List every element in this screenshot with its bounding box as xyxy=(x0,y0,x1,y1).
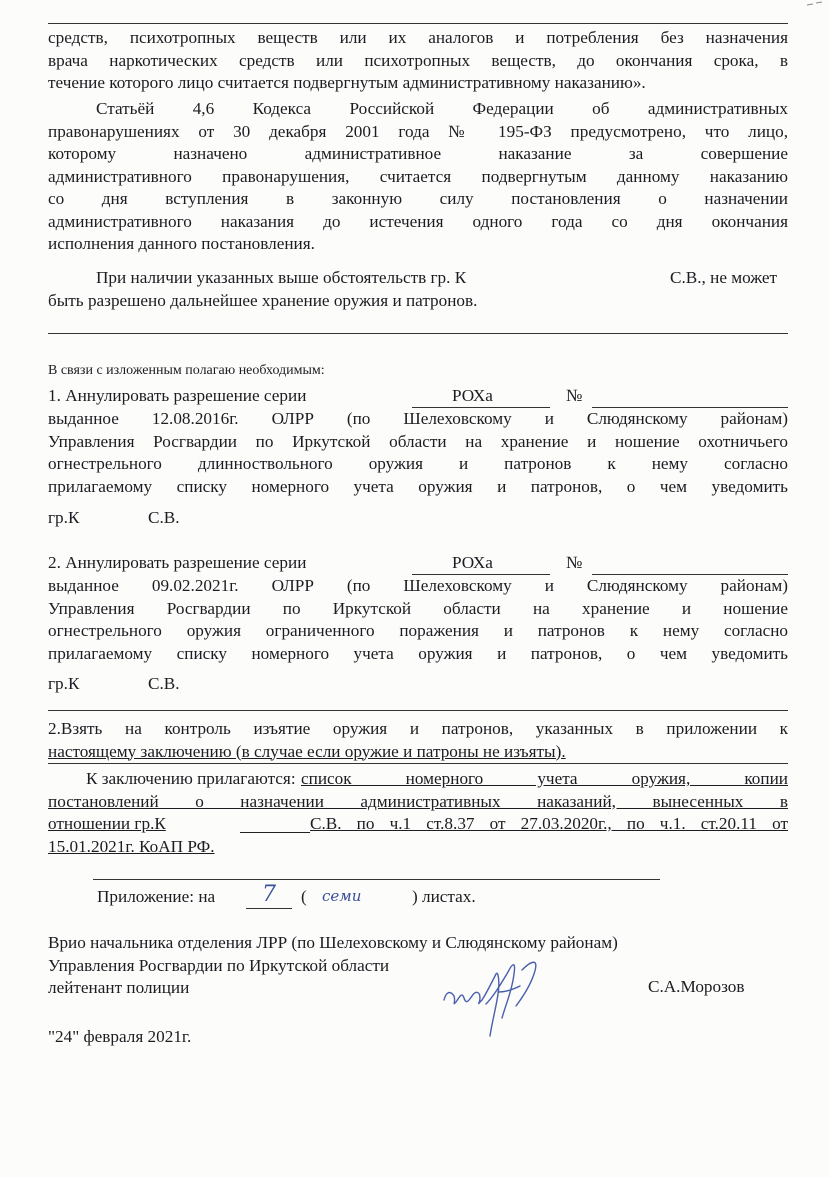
corner-mark xyxy=(806,0,824,8)
item1-person-initials: С.В. xyxy=(148,508,180,527)
text-line: прилагаемому списку номерного учета оружия и патронов, о чем уведомить xyxy=(48,476,788,496)
text-line: правонарушениях от 30 декабря 2001 года № 195-ФЗ предусмотрено, что лицо, xyxy=(48,121,788,141)
appendix-label: Приложение: на xyxy=(97,887,216,906)
text-line: Управления Росгвардии по Иркутской области на хранение и ношение охотничьего xyxy=(48,431,788,451)
attachments-line: С.В. по ч.1 ст.8.37 от 27.03.2020г., по ч.1. ст.20.11 от xyxy=(310,814,788,833)
text-line: огнестрельного оружия ограниченного поражения и патронов к нему согласно xyxy=(48,621,788,640)
text-line: выданное 12.08.2016г. ОЛРР (по Шелеховскому и Слюдянскому районам) xyxy=(48,409,788,428)
signature-image xyxy=(436,952,546,1044)
signatory-title-line: Врио начальника отделения ЛРР (по Шелеховскому и Слюдянскому районам) xyxy=(48,933,618,952)
text-line: которому назначено административное наказание за совершение xyxy=(48,144,788,163)
text-line: быть разрешено дальнейшее хранение оружия и патронов. xyxy=(48,290,478,310)
signatory-title-line: лейтенант полиции xyxy=(48,978,190,997)
text-line: 2.Взять на контроль изъятие оружия и патронов, указанных в приложении к xyxy=(48,719,788,738)
section-divider xyxy=(48,763,788,764)
attachments-line: 15.01.2021г. КоАП РФ. xyxy=(48,836,215,856)
attachments-line: отношении гр.К xyxy=(48,814,166,833)
item2-prefix: 2. Аннулировать разрешение серии xyxy=(48,553,307,572)
item1-person-prefix: гр.К xyxy=(48,508,80,527)
item2-body xyxy=(48,575,788,665)
text-line: огнестрельного длинноствольного оружия и патронов к нему согласно xyxy=(48,454,788,473)
signatory-title-line: Управления Росгвардии по Иркутской области xyxy=(48,955,390,975)
item3-body xyxy=(48,718,788,763)
paragraph-conclusion xyxy=(48,267,788,312)
text-line: прилагаемому списку номерного учета оружия и патронов, о чем уведомить xyxy=(48,643,788,663)
item2-person-prefix: гр.К xyxy=(48,674,80,693)
text-line: С.В., не может xyxy=(670,268,778,287)
text-line: выданное 09.02.2021г. ОЛРР (по Шелеховскому и Слюдянскому районам) xyxy=(48,576,788,595)
decision-intro: В связи с изложенным полагаю необходимым: xyxy=(48,363,325,378)
text-line: Статьёй 4,6 Кодекса Российской Федерации об административных xyxy=(96,99,788,118)
attachments-lead: К заключению прилагаются: xyxy=(86,769,296,788)
attachments-block xyxy=(48,768,788,858)
signatory-name: С.А.Морозов xyxy=(648,977,745,996)
text-line: исполнения данного постановления. xyxy=(48,234,315,253)
text-line: Управления Росгвардии по Иркутской области на хранение и ношение xyxy=(48,598,788,618)
top-divider xyxy=(48,23,788,24)
text-line: течение которого лицо считается подвергнутым административному наказанию». xyxy=(48,73,646,92)
attachments-line: постановлений о назначении административных наказаний, вынесенных в xyxy=(48,791,788,811)
item1-prefix: 1. Аннулировать разрешение серии xyxy=(48,386,307,405)
appendix-top-rule xyxy=(93,879,660,880)
section-divider xyxy=(48,710,788,711)
blank-underline xyxy=(240,813,310,833)
appendix-count-underline xyxy=(246,908,292,909)
item2-person-initials: С.В. xyxy=(148,674,180,693)
text-line: административного правонарушения, считается подвергнутым данному наказанию xyxy=(48,166,788,186)
text-line: административного наказания до истечения одного года со дня окончания xyxy=(48,211,788,231)
item2-series: РОХа xyxy=(452,553,493,572)
text-line: со дня вступления в законную силу постановления о назначении xyxy=(48,189,788,208)
item2-number-sign: № xyxy=(566,553,583,572)
item1-body xyxy=(48,408,788,498)
handwritten-words: семи xyxy=(322,887,362,905)
item1-series: РОХа xyxy=(452,386,493,405)
text-line: средств, психотропных веществ или их аналогов и потребления без назначения xyxy=(48,28,788,47)
section-divider xyxy=(48,333,788,334)
item1-number-sign: № xyxy=(566,386,583,405)
attachments-line: список номерного учета оружия, копии xyxy=(301,769,788,788)
handwritten-count: 7 xyxy=(262,882,276,907)
document-date: "24" февраля 2021г. xyxy=(48,1027,192,1046)
text-line: При наличии указанных выше обстоятельств гр. К xyxy=(96,268,467,287)
text-line: настоящему заключению (в случае если оружие и патроны не изъяты). xyxy=(48,741,566,761)
text-line: врача наркотических средств или психотропных веществ, до окончания срока, в xyxy=(48,50,788,70)
paragraph-article-4-6 xyxy=(48,98,788,256)
appendix-paren: ( xyxy=(301,887,307,906)
paragraph-continuation xyxy=(48,27,788,95)
appendix-label-end: ) листах. xyxy=(412,887,476,906)
